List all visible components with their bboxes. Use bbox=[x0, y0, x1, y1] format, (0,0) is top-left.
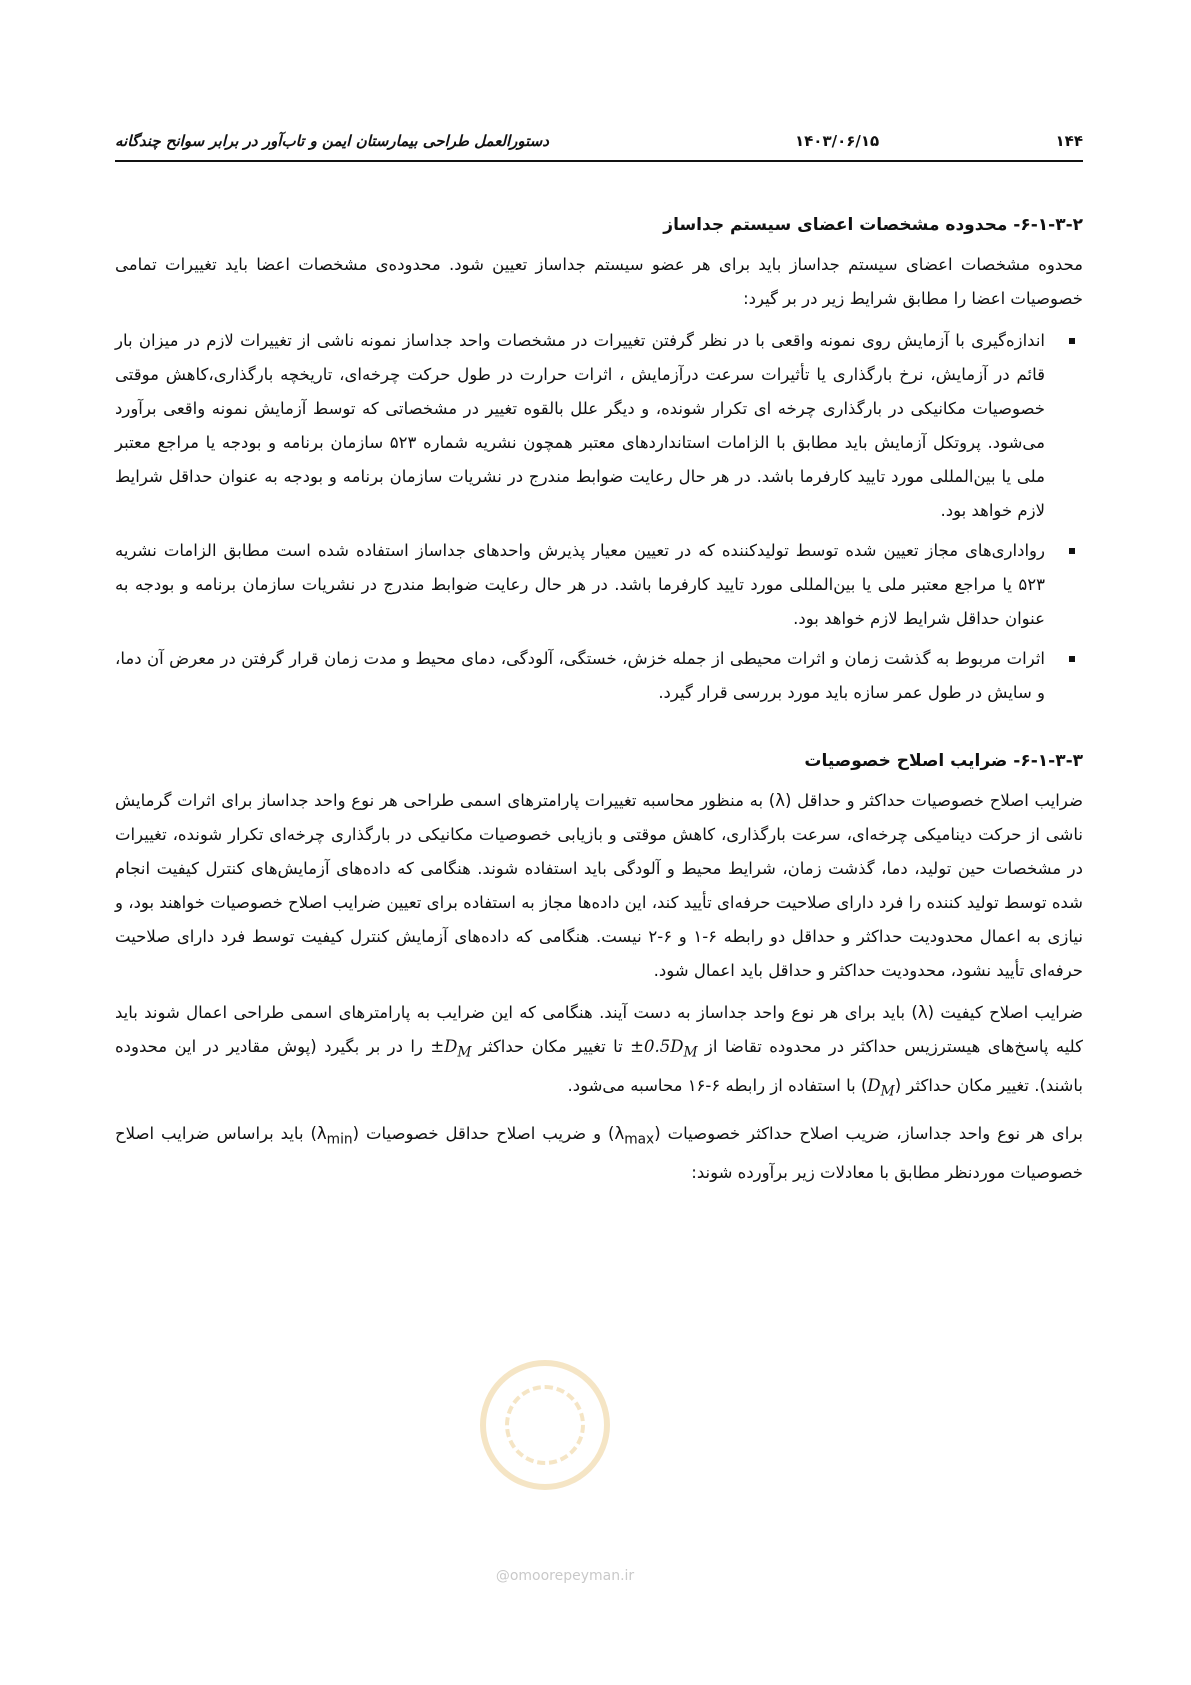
watermark-gear-icon bbox=[505, 1385, 585, 1465]
formula-text: D bbox=[867, 1076, 881, 1096]
section-heading-property-modification-factors: ۶-۱-۳-۳- ضرایب اصلاح خصوصیات bbox=[804, 751, 1083, 771]
section2-paragraph-2 bbox=[115, 996, 1083, 1109]
header-date: ۱۴۰۳/۰۶/۱۵ bbox=[795, 132, 880, 150]
list-item: اندازه‌گیری با آزمایش روی نمونه واقعی با در نظر گرفتن تغییرات در مشخصات واحد جداساز نمونه ناشی از تغییرات لازم در میزان بار قائم در آزمایش، نرخ بارگذاری یا تأثیرات سرعت درآزمایش ، اثرات حرارت در طول حرکت چرخه‌ای، تاریخچه بارگذاری،کاهش موقتی خصوصیات مکانیکی در بارگذاری چرخه ای تکرار شونده، و دیگر علل بالقوه تغییر در مشخصاتی که توسط آزمایش نمونه واقعی برآورد می‌شود. پروتکل آزمایش باید مطابق با الزامات استانداردهای معتبر همچون نشریه شماره ۵۲۳ سازمان برنامه و بودجه یا مراجع معتبر ملی یا بین‌المللی مورد تایید کارفرما باشد. در هر حال رعایت ضوابط مندرج در نشریات سازمان برنامه و بودجه به عنوان حداقل شرایط لازم خواهد بود. bbox=[115, 324, 1045, 528]
text-run: ) و ضریب اصلاح حداقل خصوصیات (λ bbox=[316, 1123, 615, 1143]
section-heading-member-properties: ۶-۱-۳-۲- محدوده مشخصات اعضای سیستم جداساز bbox=[663, 215, 1083, 235]
page-body bbox=[115, 210, 1083, 1198]
lambda-subscript: max bbox=[624, 1130, 655, 1147]
formula-dm-symbol bbox=[867, 1076, 895, 1100]
watermark-site: @omoorepeyman.ir bbox=[495, 1568, 635, 1584]
section1-bullet-list bbox=[115, 324, 1083, 710]
list-item: رواداری‌های مجاز تعیین شده توسط تولیدکننده که در تعیین معیار پذیرش واحدهای جداساز استفاده شده است مطابق الزامات نشریه ۵۲۳ یا مراجع معتبر ملی یا بین‌المللی مورد تایید کارفرما باشد. در هر حال رعایت ضوابط مندرج در نشریات سازمان برنامه و بودجه به عنوان حداقل شرایط لازم خواهد بود. bbox=[115, 534, 1045, 636]
lambda-subscript: min bbox=[326, 1130, 353, 1147]
text-run: ) باید براساس ضرایب اصلاح خصوصیات موردنظر مطابق با معادلات زیر برآورده شوند: bbox=[115, 1123, 1083, 1182]
page-number: ۱۴۴ bbox=[1055, 132, 1083, 150]
text-run: ) با استفاده از رابطه ۶-۱۶ محاسبه می‌شود. bbox=[567, 1076, 868, 1096]
formula-subscript: M bbox=[683, 1044, 698, 1061]
section2-paragraph-3 bbox=[115, 1117, 1083, 1190]
section2-paragraph-1: ضرایب اصلاح خصوصیات حداکثر و حداقل (λ) به منظور محاسبه تغییرات پارامترهای اسمی طراحی هر نوع واحد جداساز برای اثرات گرمایش ناشی از حرکت دینامیکی چرخه‌ای، سرعت بارگذاری، کاهش موقتی و بازیابی خصوصیات مکانیکی در بارگذاری چرخه‌ای تکرار شونده، تغییرات در مشخصات حین تولید، دما، گذشت زمان، شرایط محیط و آلودگی باید استفاده شوند. هنگامی که داده‌های آزمایش‌های کنترل کیفیت انجام شده توسط تولید کننده را فرد دارای صلاحیت حرفه‌ای تأیید کند، این داده‌ها مجاز به استفاده برای تعیین ضرایب اصلاح خصوصیات خواهند بود، و نیازی به اعمال محدودیت حداکثر و حداقل دو رابطه ۶-۱ و ۶-۲ نیست. هنگامی که داده‌های آزمایش کنترل کیفیت توسط فرد دارای صلاحیت حرفه‌ای تأیید نشود، محدودیت حداکثر و حداقل باید اعمال شود. bbox=[115, 791, 1083, 980]
formula-subscript: M bbox=[457, 1044, 472, 1061]
running-header bbox=[115, 130, 1083, 162]
section1-intro: محدوه مشخصات اعضای سیستم جداساز باید برای هر عضو سیستم جداساز تعیین شود. محدوده‌ی مشخصات اعضا باید تغییرات تمامی خصوصیات اعضا را مطابق شرایط زیر در بر گیرد: bbox=[115, 255, 1083, 308]
list-item: اثرات مربوط به گذشت زمان و اثرات محیطی از جمله خزش، خستگی، آلودگی، دمای محیط و مدت زمان قرار گرفتن در معرض آن دما، و سایش در طول عمر سازه باید مورد بررسی قرار گیرد. bbox=[115, 642, 1045, 710]
formula-text: ±0.5D bbox=[630, 1037, 684, 1056]
formula-dm bbox=[430, 1037, 472, 1061]
formula-half-dm bbox=[630, 1037, 698, 1061]
text-run: را در بر بگیرد (پوش مقادیر در این محدوده باشند). تغییر مکان حداکثر ( bbox=[115, 1037, 1083, 1096]
text-run: تا تغییر مکان حداکثر bbox=[471, 1037, 631, 1056]
text-run: برای هر نوع واحد جداساز، ضریب اصلاح حداکثر خصوصیات (λ bbox=[614, 1123, 1083, 1143]
header-title: دستورالعمل طراحی بیمارستان ایمن و تاب‌آور در برابر سوانح چندگانه bbox=[115, 132, 549, 150]
formula-text: ±D bbox=[430, 1037, 458, 1056]
text-run: ضرایب اصلاح کیفیت (λ) باید برای هر نوع واحد جداساز به دست آیند. هنگامی که این ضرایب به پارامترهای اسمی طراحی اعمال شوند باید کلیه پاسخ‌های هیسترزیس حداکثر در محدوده تقاضا از bbox=[115, 1003, 1083, 1056]
formula-subscript: M bbox=[880, 1083, 895, 1100]
